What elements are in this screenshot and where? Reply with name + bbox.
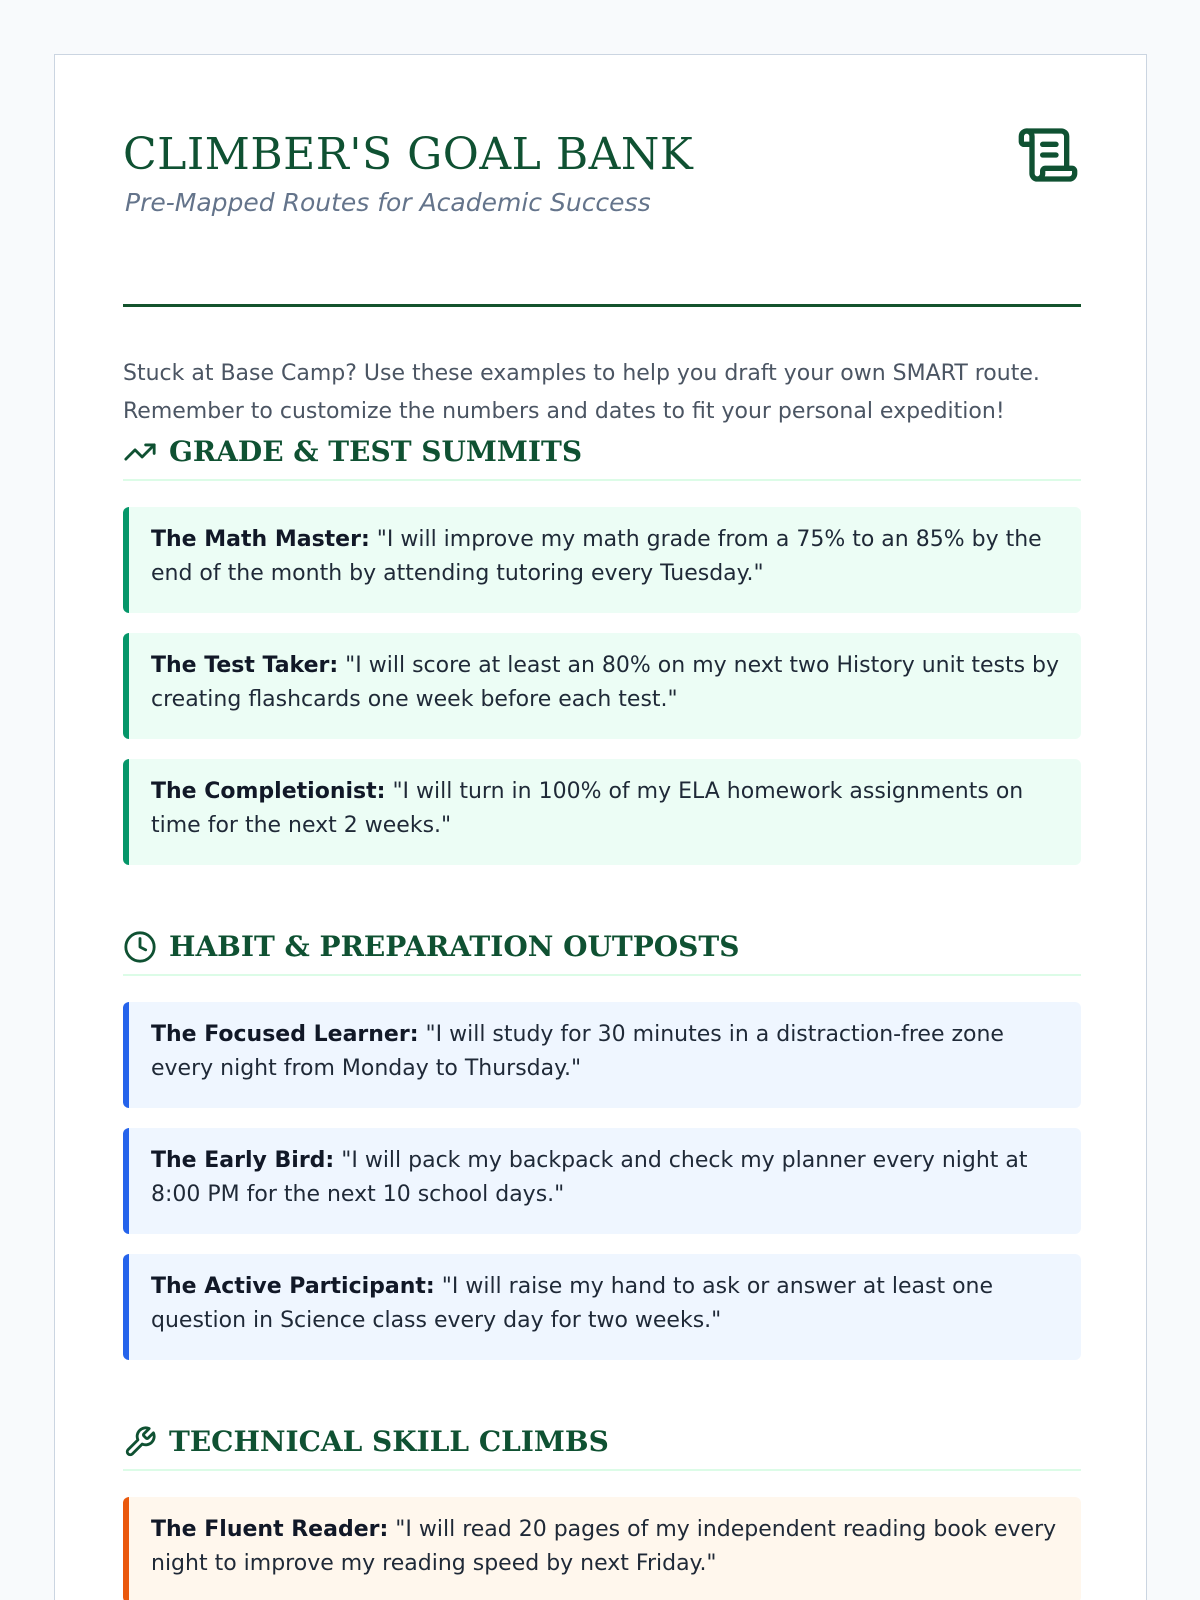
page-subtitle: Pre-Mapped Routes for Academic Success xyxy=(125,188,651,217)
section-title: GRADE & TEST SUMMITS xyxy=(169,435,583,468)
section-title: TECHNICAL SKILL CLIMBS xyxy=(169,1425,609,1458)
goal-card xyxy=(123,1497,1081,1600)
goal-text: "I will improve my math grade from a 75% to an 85% by the end of the month by attending tutoring every Tuesday." xyxy=(151,527,1042,586)
goal-card xyxy=(123,759,1081,865)
goal-text: "I will read 20 pages of my independent reading book every night to improve my reading speed by next Friday." xyxy=(151,1517,1057,1576)
goal-text: "I will pack my backpack and check my planner every night at 8:00 PM for the next 10 school days." xyxy=(151,1148,1028,1207)
section-header xyxy=(123,1421,1081,1471)
clock-icon xyxy=(123,930,157,964)
goal-card xyxy=(123,1254,1081,1360)
goal-name: The Completionist: xyxy=(151,779,386,804)
goal-bank-page xyxy=(54,54,1147,1600)
wrench-icon xyxy=(123,1425,157,1459)
goal-card xyxy=(123,633,1081,739)
section-grade-test-summits xyxy=(123,431,1081,865)
goal-name: The Focused Learner: xyxy=(151,1022,419,1047)
section-title: HABIT & PREPARATION OUTPOSTS xyxy=(169,930,740,963)
goal-name: The Early Bird: xyxy=(151,1148,335,1173)
goal-card xyxy=(123,507,1081,613)
goal-card xyxy=(123,1002,1081,1108)
page-header xyxy=(123,123,1081,307)
goal-text: "I will study for 30 minutes in a distraction-free zone every night from Monday to Thursday." xyxy=(151,1022,1004,1081)
section-header xyxy=(123,926,1081,976)
goal-card xyxy=(123,1128,1081,1234)
section-habit-preparation-outposts xyxy=(123,926,1081,1360)
goal-name: The Test Taker: xyxy=(151,653,339,678)
intro-text: Stuck at Base Camp? Use these examples to help you draft your own SMART route. Remember to customize the numbers and dates to fit your personal expedition! xyxy=(123,361,1040,424)
section-technical-skill-climbs xyxy=(123,1421,1081,1600)
goal-name: The Math Master: xyxy=(151,527,370,552)
goal-name: The Fluent Reader: xyxy=(151,1517,389,1542)
goal-text: "I will score at least an 80% on my next two History unit tests by creating flashcards one week before each test." xyxy=(151,653,1060,712)
trending-up-icon xyxy=(123,435,157,469)
page-title: CLIMBER'S GOAL BANK xyxy=(123,129,694,180)
scroll-icon xyxy=(1015,123,1081,187)
goal-text: "I will raise my hand to ask or answer at least one question in Science class every day for two weeks." xyxy=(151,1274,994,1333)
goal-text: "I will turn in 100% of my ELA homework assignments on time for the next 2 weeks." xyxy=(151,779,1024,838)
section-header xyxy=(123,431,1081,481)
goal-name: The Active Participant: xyxy=(151,1274,435,1299)
